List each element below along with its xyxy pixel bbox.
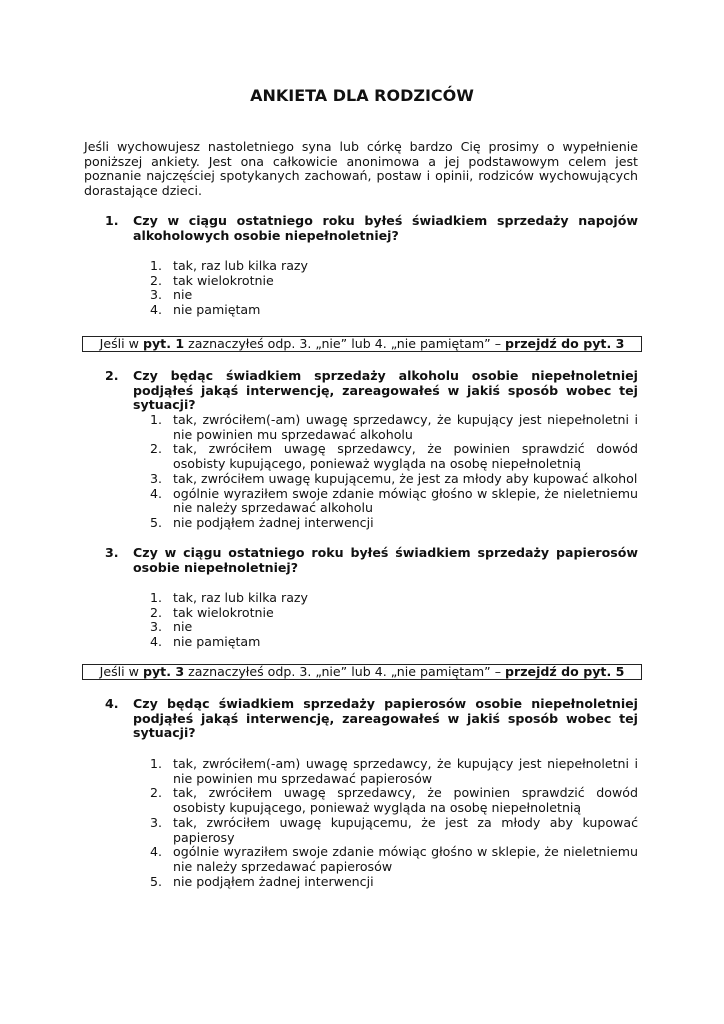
option-text: tak, zwróciłem(-am) uwagę sprzedawcy, że kupujący jest niepełnoletni i nie powinien mu sprzedawać papierosów <box>173 756 638 786</box>
option-number: 2. <box>150 785 163 801</box>
skip-note-1 <box>82 336 642 352</box>
option-item[interactable] <box>150 816 638 845</box>
question-2-options <box>150 413 638 531</box>
option-text: tak, raz lub kilka razy <box>173 590 308 605</box>
option-item[interactable] <box>150 442 638 471</box>
option-text: tak, zwróciłem uwagę kupującemu, że jest za młody aby kupować papierosy <box>173 814 638 845</box>
note-ref: pyt. 1 <box>142 336 185 351</box>
question-text: Czy w ciągu ostatniego roku byłeś świadkiem sprzedaży papierosów osobie niepełnoletniej? <box>133 545 638 575</box>
option-number: 2. <box>150 604 163 620</box>
option-number: 5. <box>150 514 163 530</box>
option-item[interactable] <box>150 487 638 516</box>
option-item[interactable] <box>150 516 638 531</box>
option-text: nie <box>173 287 193 303</box>
question-number: 4. <box>105 696 119 711</box>
question-3 <box>105 546 638 575</box>
question-number: 1. <box>105 213 119 228</box>
option-item[interactable] <box>150 472 638 487</box>
option-number: 4. <box>150 634 163 650</box>
question-4-options <box>150 757 638 889</box>
option-item[interactable] <box>150 303 638 318</box>
question-number: 3. <box>105 545 119 560</box>
option-text: tak, zwróciłem(-am) uwagę sprzedawcy, że kupujący jest niepełnoletni i nie powinien mu sprzedawać alkoholu <box>173 412 638 442</box>
option-text: nie pamiętam <box>173 302 261 318</box>
option-item[interactable] <box>150 259 638 274</box>
note-prefix: Jeśli w <box>99 336 143 351</box>
option-text: nie <box>173 619 193 635</box>
option-number: 4. <box>150 485 163 501</box>
option-item[interactable] <box>150 786 638 815</box>
question-text: Czy będąc świadkiem sprzedaży alkoholu osobie niepełnoletniej podjąłeś jakąś interwencję, zareagowałeś w jakiś sposób wobec tej sytuacji? <box>133 368 638 413</box>
option-number: 3. <box>150 814 163 830</box>
option-number: 3. <box>150 470 163 486</box>
option-text: tak wielokrotnie <box>173 272 274 288</box>
option-text: nie pamiętam <box>173 634 261 650</box>
option-item[interactable] <box>150 591 638 606</box>
option-item[interactable] <box>150 845 638 874</box>
question-1-options <box>150 259 638 318</box>
option-item[interactable] <box>150 288 638 303</box>
option-number: 2. <box>150 441 163 457</box>
option-text: tak wielokrotnie <box>173 604 274 620</box>
option-text: tak, zwróciłem uwagę sprzedawcy, że powinien sprawdzić dowód osobisty kupującego, ponieważ wygląda na osobę niepełnoletnią <box>173 441 638 472</box>
option-text: tak, raz lub kilka razy <box>173 258 308 273</box>
option-number: 4. <box>150 302 163 318</box>
page-title: ANKIETA DLA RODZICÓW <box>250 86 474 105</box>
option-number: 1. <box>150 756 163 771</box>
question-4 <box>105 697 638 741</box>
option-text: tak, zwróciłem uwagę kupującemu, że jest za młody aby kupować alkohol <box>173 470 638 486</box>
option-text: ogólnie wyraziłem swoje zdanie mówiąc głośno w sklepie, że nieletniemu nie należy sprzedawać papierosów <box>173 844 638 874</box>
note-action: przejdź do pyt. 5 <box>505 664 625 679</box>
question-1 <box>105 214 638 243</box>
option-number: 3. <box>150 287 163 303</box>
option-number: 1. <box>150 590 163 605</box>
note-ref: pyt. 3 <box>142 664 185 679</box>
note-action: przejdź do pyt. 3 <box>505 336 625 351</box>
note-middle: zaznaczyłeś odp. 3. „nie” lub 4. „nie pamiętam” – <box>184 664 505 679</box>
option-number: 1. <box>150 258 163 273</box>
question-text: Czy będąc świadkiem sprzedaży papierosów osobie niepełnoletniej podjąłeś jakąś interwencję, zareagowałeś w jakiś sposób wobec tej sytuacji? <box>133 696 638 741</box>
question-3-options <box>150 591 638 650</box>
question-number: 2. <box>105 368 119 383</box>
option-number: 5. <box>150 873 163 889</box>
option-number: 4. <box>150 844 163 860</box>
option-text: tak, zwróciłem uwagę sprzedawcy, że powinien sprawdzić dowód osobisty kupującego, ponieważ wygląda na osobę niepełnoletnią <box>173 785 638 816</box>
note-prefix: Jeśli w <box>99 664 143 679</box>
option-item[interactable] <box>150 620 638 635</box>
option-item[interactable] <box>150 606 638 621</box>
skip-note-2 <box>82 664 642 680</box>
option-item[interactable] <box>150 757 638 786</box>
option-number: 2. <box>150 272 163 288</box>
option-text: ogólnie wyraziłem swoje zdanie mówiąc głośno w sklepie, że nieletniemu nie należy sprzedawać alkoholu <box>173 485 638 516</box>
question-text: Czy w ciągu ostatniego roku byłeś świadkiem sprzedaży napojów alkoholowych osobie niepełnoletniej? <box>133 213 638 243</box>
note-middle: zaznaczyłeś odp. 3. „nie” lub 4. „nie pamiętam” – <box>184 336 505 351</box>
intro-paragraph: Jeśli wychowujesz nastoletniego syna lub córkę bardzo Cię prosimy o wypełnienie poniższej ankiety. Jest ona całkowicie anonimowa a jej podstawowym celem jest poznanie najczęściej spotykanych zachowań, postaw i opinii, rodziców wychowujących dorastające dzieci. <box>84 139 638 199</box>
question-2 <box>105 369 638 413</box>
option-number: 3. <box>150 619 163 635</box>
option-item[interactable] <box>150 875 638 890</box>
option-item[interactable] <box>150 413 638 442</box>
option-number: 1. <box>150 412 163 427</box>
option-text: nie podjąłem żadnej interwencji <box>173 514 374 530</box>
option-item[interactable] <box>150 274 638 289</box>
option-item[interactable] <box>150 635 638 650</box>
option-text: nie podjąłem żadnej interwencji <box>173 873 374 889</box>
